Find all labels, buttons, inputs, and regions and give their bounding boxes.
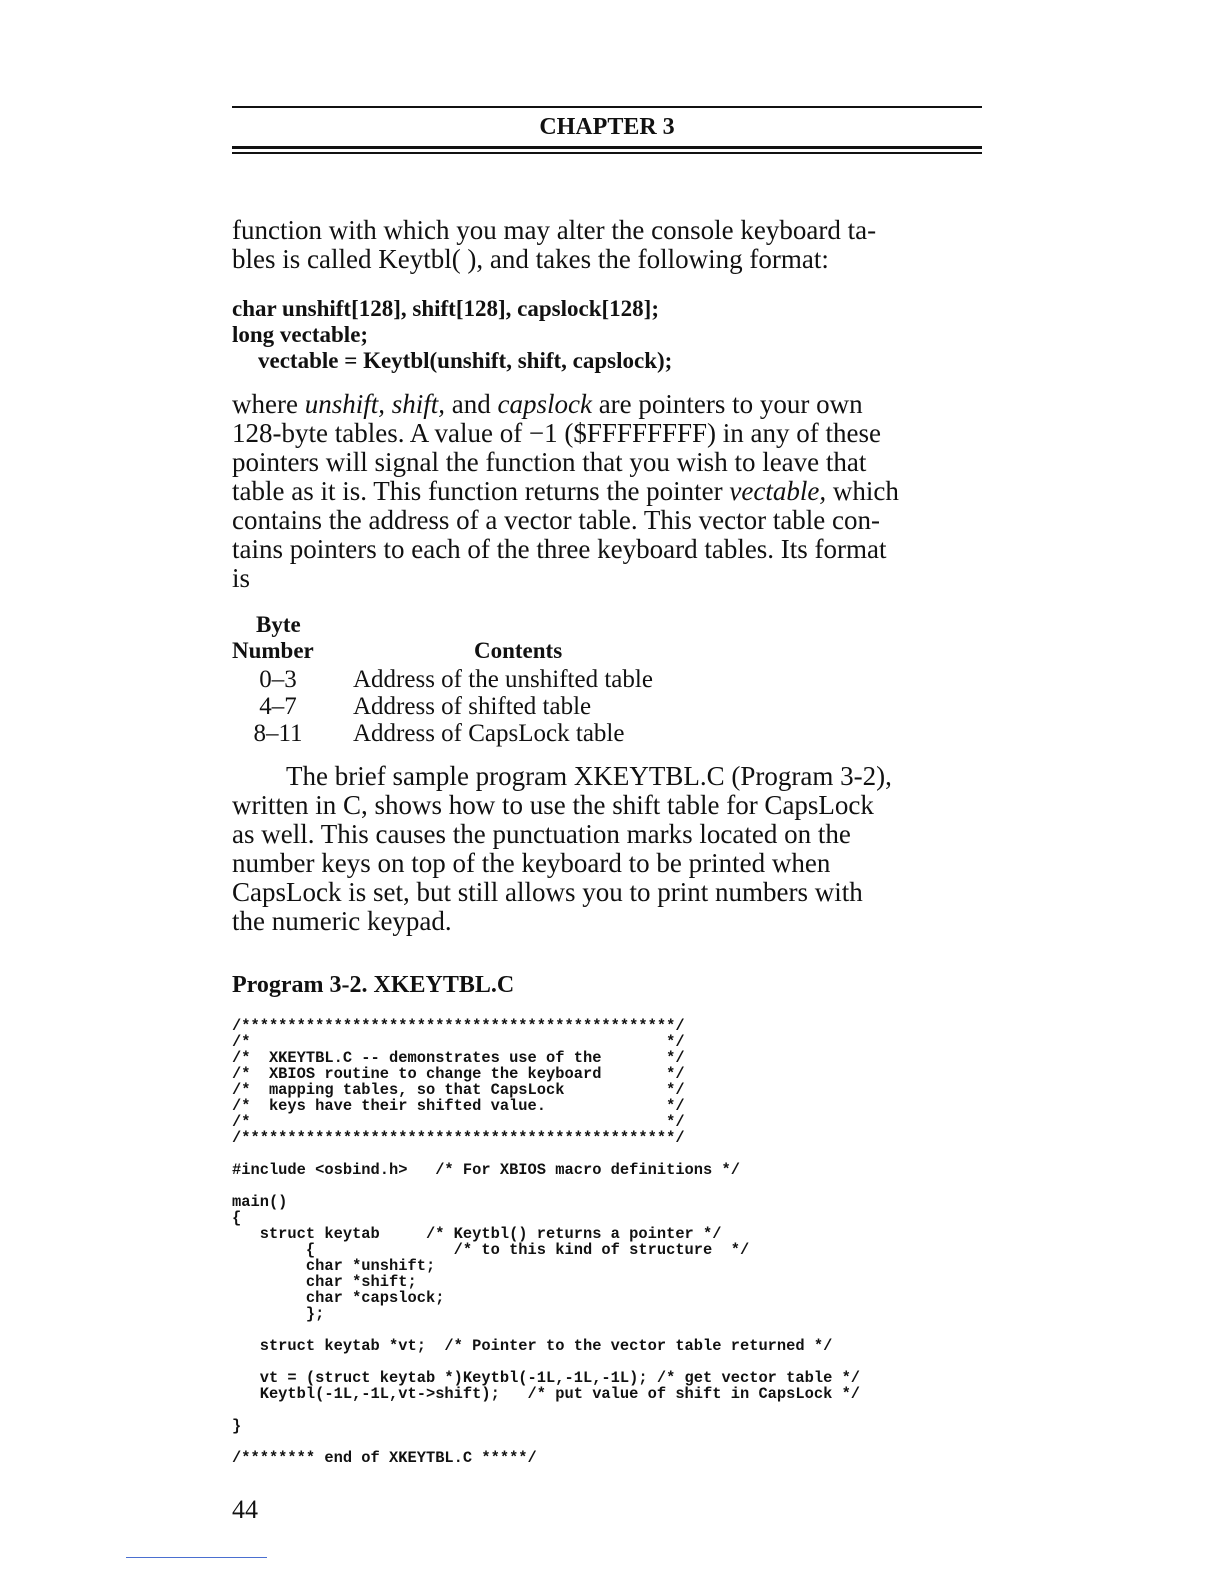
table-header-number: Number <box>232 638 314 663</box>
table-header-contents: Contents <box>474 638 563 663</box>
sample-paragraph <box>232 762 992 936</box>
row-contents: Address of the unshifted table <box>353 666 653 693</box>
text-line: The brief sample program XKEYTBL.C (Program 3-2), <box>286 761 892 791</box>
text-word: where <box>232 389 298 419</box>
param-shift: shift, <box>391 389 445 419</box>
text-line: the numeric keypad. <box>232 906 452 936</box>
byte-range: 4–7 <box>259 693 297 720</box>
syntax-line: long vectable; <box>232 322 369 347</box>
text-line: number keys on top of the keyboard to be printed when <box>232 848 831 878</box>
header-rule-top <box>232 106 982 108</box>
text-fragment: are pointers to your own <box>598 389 863 419</box>
text-fragment: table as it is. This function returns the pointer <box>232 476 723 506</box>
text-line <box>232 390 992 419</box>
text-line: tains pointers to each of the three keyboard tables. Its format <box>232 534 887 564</box>
byte-range: 8–11 <box>253 720 303 747</box>
text-line: is <box>232 563 251 593</box>
footer-line <box>126 1557 267 1558</box>
row-contents: Address of CapsLock table <box>353 720 625 747</box>
header-rule-bottom-2 <box>232 152 982 154</box>
table-header-byte: Byte <box>256 612 301 637</box>
param-capslock: capslock <box>497 389 592 419</box>
intro-paragraph <box>232 216 992 274</box>
syntax-line: char unshift[128], shift[128], capslock[128]; <box>232 296 659 321</box>
byte-range: 0–3 <box>259 666 297 693</box>
text-line: bles is called Keytbl( ), and takes the following format: <box>232 244 829 274</box>
text-line: function with which you may alter the console keyboard ta- <box>232 215 877 245</box>
text-line: CapsLock is set, but still allows you to print numbers with <box>232 877 863 907</box>
program-title: Program 3-2. XKEYTBL.C <box>232 972 515 998</box>
text-line <box>232 477 992 506</box>
row-contents: Address of shifted table <box>353 693 592 720</box>
header-rule-bottom-1 <box>232 146 982 149</box>
code-listing: /***********************************************/ /* */ /* XKEYTBL.C -- demonstrates use of the */ /* XBIOS routine to change the keyboard */ /* mapping tables, so that CapsLock */ /* keys have their shifted value. */ /* */ /***********************************************/ #include <osbind.h> /* For XBIOS macro definitions */ main() { struct keytab /* Keytbl() returns a pointer */ { /* to this kind of structure */ char *unshift; char *shift; char *capslock; }; struct keytab *vt; /* Pointer to the vector table returned */ vt = (struct keytab *)Keytbl(-1L,-1L,-1L); /* get vector table */ Keytbl(-1L,-1L,vt->shift); /* put value of shift in CapsLock */ } /******** end of XKEYTBL.C *****/ <box>232 1017 861 1467</box>
param-vectable: vectable, <box>729 476 827 506</box>
text-line: 128-byte tables. A value of −1 ($FFFFFFFF) in any of these <box>232 418 881 448</box>
text-line: pointers will signal the function that you wish to leave that <box>232 447 867 477</box>
text-fragment: which <box>832 476 899 506</box>
page-number: 44 <box>232 1495 258 1524</box>
syntax-line: vectable = Keytbl(unshift, shift, capslock); <box>258 348 673 373</box>
text-line: written in C, shows how to use the shift table for CapsLock <box>232 790 874 820</box>
text-word: and <box>451 389 491 419</box>
text-line: as well. This causes the punctuation marks located on the <box>232 819 851 849</box>
param-unshift: unshift, <box>304 389 385 419</box>
chapter-heading: CHAPTER 3 <box>539 114 675 140</box>
description-paragraph <box>232 390 992 593</box>
text-line: contains the address of a vector table. This vector table con- <box>232 505 881 535</box>
